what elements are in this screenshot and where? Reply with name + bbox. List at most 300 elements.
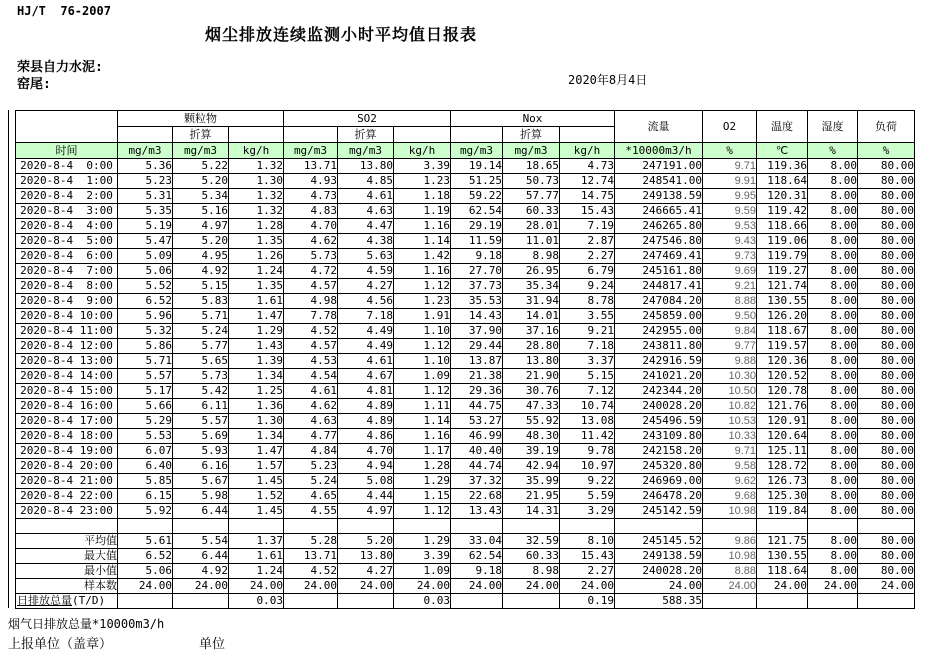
value-cell: 4.49: [338, 324, 394, 339]
value-cell: 247546.80: [615, 234, 703, 249]
value-cell: 1.47: [229, 444, 284, 459]
value-cell: 8.98: [503, 564, 560, 579]
value-cell: 1.30: [229, 174, 284, 189]
value-cell: 24.00: [451, 579, 503, 594]
reporting-unit-label: 上报单位（盖章）: [8, 637, 113, 652]
table-row: [16, 324, 915, 339]
value-cell: 9.73: [703, 249, 757, 264]
value-cell: 119.36: [757, 159, 808, 174]
value-cell: 40.40: [451, 444, 503, 459]
value-cell: 120.78: [757, 384, 808, 399]
summary-row: [16, 594, 915, 609]
value-cell: 8.00: [808, 174, 858, 189]
value-cell: 5.71: [118, 354, 173, 369]
summary-label: 平均值: [16, 534, 118, 549]
value-cell: 5.73: [284, 249, 338, 264]
blank-cell: [503, 519, 560, 534]
value-cell: 13.80: [338, 159, 394, 174]
value-cell: 11.01: [503, 234, 560, 249]
value-cell: 8.00: [808, 339, 858, 354]
value-cell: 246478.20: [615, 489, 703, 504]
value-cell: 5.54: [173, 534, 229, 549]
value-cell: 7.19: [560, 219, 615, 234]
value-cell: 10.98: [703, 549, 757, 564]
time-cell: 2020-8-4 0:00: [16, 159, 118, 174]
value-cell: 6.40: [118, 459, 173, 474]
summary-label: 样本数: [16, 579, 118, 594]
summary-label: 日排放总量(T/D): [16, 594, 118, 609]
value-cell: 42.94: [503, 459, 560, 474]
value-cell: 4.81: [338, 384, 394, 399]
value-cell: 4.63: [284, 414, 338, 429]
value-cell: 1.32: [229, 204, 284, 219]
value-cell: 5.22: [173, 159, 229, 174]
value-cell: 245859.00: [615, 309, 703, 324]
table-row: [16, 444, 915, 459]
value-cell: 28.80: [503, 339, 560, 354]
value-cell: 1.32: [229, 159, 284, 174]
value-cell: 4.52: [284, 564, 338, 579]
flow-header: 流量: [615, 111, 703, 143]
value-cell: 37.73: [451, 279, 503, 294]
value-cell: 1.45: [229, 504, 284, 519]
value-cell: 60.33: [503, 549, 560, 564]
value-cell: 4.47: [338, 219, 394, 234]
value-cell: 5.63: [338, 249, 394, 264]
value-cell: 8.00: [808, 189, 858, 204]
value-cell: 2.27: [560, 249, 615, 264]
value-cell: 242955.00: [615, 324, 703, 339]
value-cell: 118.64: [757, 564, 808, 579]
value-cell: 1.12: [394, 384, 451, 399]
value-cell: 5.20: [338, 534, 394, 549]
value-cell: 14.31: [503, 504, 560, 519]
value-cell: 8.00: [808, 429, 858, 444]
unit-cell: kg/h: [229, 143, 284, 159]
table-row: [16, 339, 915, 354]
value-cell: 44.74: [451, 459, 503, 474]
unit-cell: mg/m3: [284, 143, 338, 159]
value-cell: 118.64: [757, 174, 808, 189]
value-cell: 4.92: [173, 564, 229, 579]
value-cell: 4.73: [560, 159, 615, 174]
group-nox: Nox: [451, 111, 615, 127]
table-row: [16, 384, 915, 399]
value-cell: 5.85: [118, 474, 173, 489]
table-row: [16, 279, 915, 294]
value-cell: 4.62: [284, 399, 338, 414]
value-cell: 125.11: [757, 444, 808, 459]
value-cell: 12.74: [560, 174, 615, 189]
value-cell: 13.71: [284, 549, 338, 564]
time-cell: 2020-8-4 10:00: [16, 309, 118, 324]
blank-cell: [451, 519, 503, 534]
value-cell: 1.35: [229, 279, 284, 294]
value-cell: 4.97: [173, 219, 229, 234]
unit-label: 单位: [199, 637, 226, 652]
value-cell: 9.59: [703, 204, 757, 219]
monitoring-table: [15, 110, 915, 609]
o2-header: O2: [703, 111, 757, 143]
value-cell: 1.16: [394, 219, 451, 234]
value-cell: 8.00: [808, 324, 858, 339]
value-cell: 8.00: [808, 414, 858, 429]
value-cell: 245145.52: [615, 534, 703, 549]
time-cell: 2020-8-4 19:00: [16, 444, 118, 459]
value-cell: 1.10: [394, 324, 451, 339]
blank-cell: [118, 127, 173, 143]
table-row: [16, 294, 915, 309]
value-cell: 5.15: [173, 279, 229, 294]
value-cell: 121.74: [757, 279, 808, 294]
value-cell: 130.55: [757, 294, 808, 309]
time-cell: 2020-8-4 11:00: [16, 324, 118, 339]
value-cell: 80.00: [858, 234, 915, 249]
value-cell: 10.97: [560, 459, 615, 474]
value-cell: 60.33: [503, 204, 560, 219]
blank-cell: [451, 127, 503, 143]
value-cell: 1.26: [229, 249, 284, 264]
value-cell: 2.87: [560, 234, 615, 249]
value-cell: 4.55: [284, 504, 338, 519]
value-cell: 37.16: [503, 324, 560, 339]
summary-row: [16, 534, 915, 549]
value-cell: 240028.20: [615, 399, 703, 414]
converted-label: 折算: [338, 127, 394, 143]
value-cell: 1.23: [394, 294, 451, 309]
table-row: [16, 354, 915, 369]
value-cell: 8.00: [808, 399, 858, 414]
table-row: [16, 264, 915, 279]
value-cell: 1.45: [229, 474, 284, 489]
value-cell: 130.55: [757, 549, 808, 564]
value-cell: 4.73: [284, 189, 338, 204]
value-cell: 5.23: [284, 459, 338, 474]
value-cell: 8.00: [808, 249, 858, 264]
value-cell: 9.21: [560, 324, 615, 339]
report-date: 2020年8月4日: [568, 73, 648, 87]
value-cell: 9.78: [560, 444, 615, 459]
blank-cell: [118, 519, 173, 534]
value-cell: 245142.59: [615, 504, 703, 519]
value-cell: 4.61: [338, 189, 394, 204]
summary-label: 最小值: [16, 564, 118, 579]
value-cell: 5.98: [173, 489, 229, 504]
value-cell: 27.70: [451, 264, 503, 279]
value-cell: [338, 594, 394, 609]
value-cell: 118.66: [757, 219, 808, 234]
value-cell: 1.91: [394, 309, 451, 324]
time-cell: 2020-8-4 4:00: [16, 219, 118, 234]
time-cell: 2020-8-4 15:00: [16, 384, 118, 399]
value-cell: 5.35: [118, 204, 173, 219]
value-cell: 1.09: [394, 564, 451, 579]
load-header: 负荷: [858, 111, 915, 143]
value-cell: [808, 594, 858, 609]
value-cell: 1.10: [394, 354, 451, 369]
value-cell: 4.89: [338, 399, 394, 414]
value-cell: 5.52: [118, 279, 173, 294]
value-cell: 11.42: [560, 429, 615, 444]
table-row: [16, 369, 915, 384]
value-cell: 1.11: [394, 399, 451, 414]
value-cell: 248541.00: [615, 174, 703, 189]
table-row: [16, 459, 915, 474]
value-cell: 8.00: [808, 534, 858, 549]
value-cell: 4.59: [338, 264, 394, 279]
value-cell: 5.06: [118, 564, 173, 579]
value-cell: 24.00: [118, 579, 173, 594]
value-cell: [118, 594, 173, 609]
unit-cell: ℃: [757, 143, 808, 159]
value-cell: 80.00: [858, 459, 915, 474]
table-row: [16, 504, 915, 519]
value-cell: 29.36: [451, 384, 503, 399]
value-cell: 24.00: [229, 579, 284, 594]
unit-cell: kg/h: [560, 143, 615, 159]
time-cell: 2020-8-4 1:00: [16, 174, 118, 189]
value-cell: 1.15: [394, 489, 451, 504]
value-cell: 14.01: [503, 309, 560, 324]
time-cell: 2020-8-4 9:00: [16, 294, 118, 309]
value-cell: 8.00: [808, 309, 858, 324]
value-cell: 4.49: [338, 339, 394, 354]
page-title: 烟尘排放连续监测小时平均值日报表: [205, 25, 478, 44]
value-cell: 5.32: [118, 324, 173, 339]
header-row-units: [16, 143, 915, 159]
value-cell: 13.08: [560, 414, 615, 429]
value-cell: 119.06: [757, 234, 808, 249]
value-cell: 6.07: [118, 444, 173, 459]
time-header-blank: [16, 111, 118, 143]
value-cell: 24.00: [560, 579, 615, 594]
temp-header: 温度: [757, 111, 808, 143]
value-cell: 1.43: [229, 339, 284, 354]
value-cell: 5.09: [118, 249, 173, 264]
value-cell: 5.20: [173, 234, 229, 249]
value-cell: 48.30: [503, 429, 560, 444]
value-cell: 5.53: [118, 429, 173, 444]
value-cell: 1.34: [229, 369, 284, 384]
value-cell: 5.16: [173, 204, 229, 219]
value-cell: 5.24: [173, 324, 229, 339]
blank-cell: [703, 519, 757, 534]
value-cell: 9.24: [560, 279, 615, 294]
unit-cell: mg/m3: [173, 143, 229, 159]
table-row: [16, 189, 915, 204]
value-cell: 7.18: [560, 339, 615, 354]
value-cell: 5.23: [118, 174, 173, 189]
value-cell: 7.12: [560, 384, 615, 399]
value-cell: [703, 594, 757, 609]
time-cell: 2020-8-4 6:00: [16, 249, 118, 264]
value-cell: 21.95: [503, 489, 560, 504]
value-cell: 80.00: [858, 339, 915, 354]
blank-cell: [284, 519, 338, 534]
value-cell: 80.00: [858, 219, 915, 234]
value-cell: 13.71: [284, 159, 338, 174]
value-cell: 59.22: [451, 189, 503, 204]
value-cell: 121.75: [757, 534, 808, 549]
value-cell: 5.73: [173, 369, 229, 384]
value-cell: 5.57: [173, 414, 229, 429]
value-cell: 35.99: [503, 474, 560, 489]
value-cell: 5.34: [173, 189, 229, 204]
value-cell: 80.00: [858, 549, 915, 564]
blank-cell: [808, 519, 858, 534]
value-cell: 120.52: [757, 369, 808, 384]
value-cell: 5.31: [118, 189, 173, 204]
value-cell: 1.37: [229, 534, 284, 549]
value-cell: 3.37: [560, 354, 615, 369]
value-cell: 80.00: [858, 429, 915, 444]
value-cell: 8.00: [808, 549, 858, 564]
value-cell: 4.94: [338, 459, 394, 474]
value-cell: 8.88: [703, 564, 757, 579]
value-cell: 9.21: [703, 279, 757, 294]
value-cell: 4.95: [173, 249, 229, 264]
value-cell: 8.00: [808, 504, 858, 519]
value-cell: 1.25: [229, 384, 284, 399]
value-cell: 8.00: [808, 279, 858, 294]
value-cell: 9.91: [703, 174, 757, 189]
value-cell: 39.19: [503, 444, 560, 459]
value-cell: 6.52: [118, 294, 173, 309]
value-cell: 10.82: [703, 399, 757, 414]
value-cell: 242344.20: [615, 384, 703, 399]
value-cell: 0.03: [229, 594, 284, 609]
value-cell: 1.24: [229, 264, 284, 279]
value-cell: 5.86: [118, 339, 173, 354]
value-cell: 29.19: [451, 219, 503, 234]
table-row: [16, 219, 915, 234]
value-cell: 80.00: [858, 309, 915, 324]
value-cell: 9.95: [703, 189, 757, 204]
value-cell: 1.16: [394, 264, 451, 279]
value-cell: 9.22: [560, 474, 615, 489]
value-cell: 80.00: [858, 384, 915, 399]
value-cell: 37.90: [451, 324, 503, 339]
value-cell: 8.00: [808, 459, 858, 474]
value-cell: 245161.80: [615, 264, 703, 279]
value-cell: 1.12: [394, 339, 451, 354]
group-so2: SO2: [284, 111, 451, 127]
value-cell: 80.00: [858, 534, 915, 549]
value-cell: 30.76: [503, 384, 560, 399]
value-cell: 5.92: [118, 504, 173, 519]
value-cell: 4.61: [284, 384, 338, 399]
value-cell: 4.84: [284, 444, 338, 459]
value-cell: 57.77: [503, 189, 560, 204]
value-cell: 62.54: [451, 549, 503, 564]
value-cell: 5.29: [118, 414, 173, 429]
value-cell: 5.15: [560, 369, 615, 384]
converted-label: 折算: [503, 127, 560, 143]
value-cell: 50.73: [503, 174, 560, 189]
value-cell: 245320.80: [615, 459, 703, 474]
value-cell: 119.84: [757, 504, 808, 519]
value-cell: 4.97: [338, 504, 394, 519]
value-cell: 4.53: [284, 354, 338, 369]
value-cell: 51.25: [451, 174, 503, 189]
value-cell: 4.61: [338, 354, 394, 369]
value-cell: 80.00: [858, 369, 915, 384]
value-cell: 4.65: [284, 489, 338, 504]
summary-row: [16, 549, 915, 564]
value-cell: 19.14: [451, 159, 503, 174]
value-cell: 28.01: [503, 219, 560, 234]
table-row: [16, 174, 915, 189]
unit-cell: kg/h: [394, 143, 451, 159]
value-cell: 4.86: [338, 429, 394, 444]
value-cell: 1.29: [229, 324, 284, 339]
value-cell: [757, 594, 808, 609]
value-cell: 1.61: [229, 549, 284, 564]
company-name: 荣县自力水泥:: [17, 60, 103, 75]
value-cell: 9.50: [703, 309, 757, 324]
value-cell: 1.47: [229, 309, 284, 324]
table-row: [16, 474, 915, 489]
blank-cell: [229, 127, 284, 143]
value-cell: 1.24: [229, 564, 284, 579]
value-cell: 24.00: [284, 579, 338, 594]
value-cell: 24.00: [858, 579, 915, 594]
value-cell: 80.00: [858, 249, 915, 264]
value-cell: 53.27: [451, 414, 503, 429]
value-cell: 1.23: [394, 174, 451, 189]
value-cell: 6.15: [118, 489, 173, 504]
value-cell: [284, 594, 338, 609]
value-cell: 80.00: [858, 324, 915, 339]
value-cell: 6.44: [173, 549, 229, 564]
value-cell: 6.44: [173, 504, 229, 519]
value-cell: 249138.59: [615, 189, 703, 204]
value-cell: 247191.00: [615, 159, 703, 174]
value-cell: 80.00: [858, 474, 915, 489]
value-cell: 10.74: [560, 399, 615, 414]
value-cell: 8.98: [503, 249, 560, 264]
value-cell: 3.29: [560, 504, 615, 519]
value-cell: 5.47: [118, 234, 173, 249]
value-cell: 6.11: [173, 399, 229, 414]
summary-label: 最大值: [16, 549, 118, 564]
flue-gas-total-note: 烟气日排放总量*10000m3/h: [8, 617, 165, 631]
time-header: 时间: [16, 143, 118, 159]
summary-row: [16, 579, 915, 594]
value-cell: 1.57: [229, 459, 284, 474]
value-cell: 62.54: [451, 204, 503, 219]
value-cell: 4.70: [284, 219, 338, 234]
value-cell: 4.27: [338, 279, 394, 294]
value-cell: 4.85: [338, 174, 394, 189]
value-cell: 1.36: [229, 399, 284, 414]
value-cell: 1.42: [394, 249, 451, 264]
time-cell: 2020-8-4 18:00: [16, 429, 118, 444]
value-cell: 5.36: [118, 159, 173, 174]
value-cell: 5.06: [118, 264, 173, 279]
table-row: [16, 489, 915, 504]
value-cell: 6.16: [173, 459, 229, 474]
value-cell: 13.87: [451, 354, 503, 369]
spacer-row: [16, 519, 915, 534]
value-cell: 247469.41: [615, 249, 703, 264]
value-cell: 1.35: [229, 234, 284, 249]
table-row: [16, 399, 915, 414]
value-cell: 126.73: [757, 474, 808, 489]
value-cell: 8.00: [808, 369, 858, 384]
value-cell: 3.39: [394, 549, 451, 564]
value-cell: 1.28: [394, 459, 451, 474]
